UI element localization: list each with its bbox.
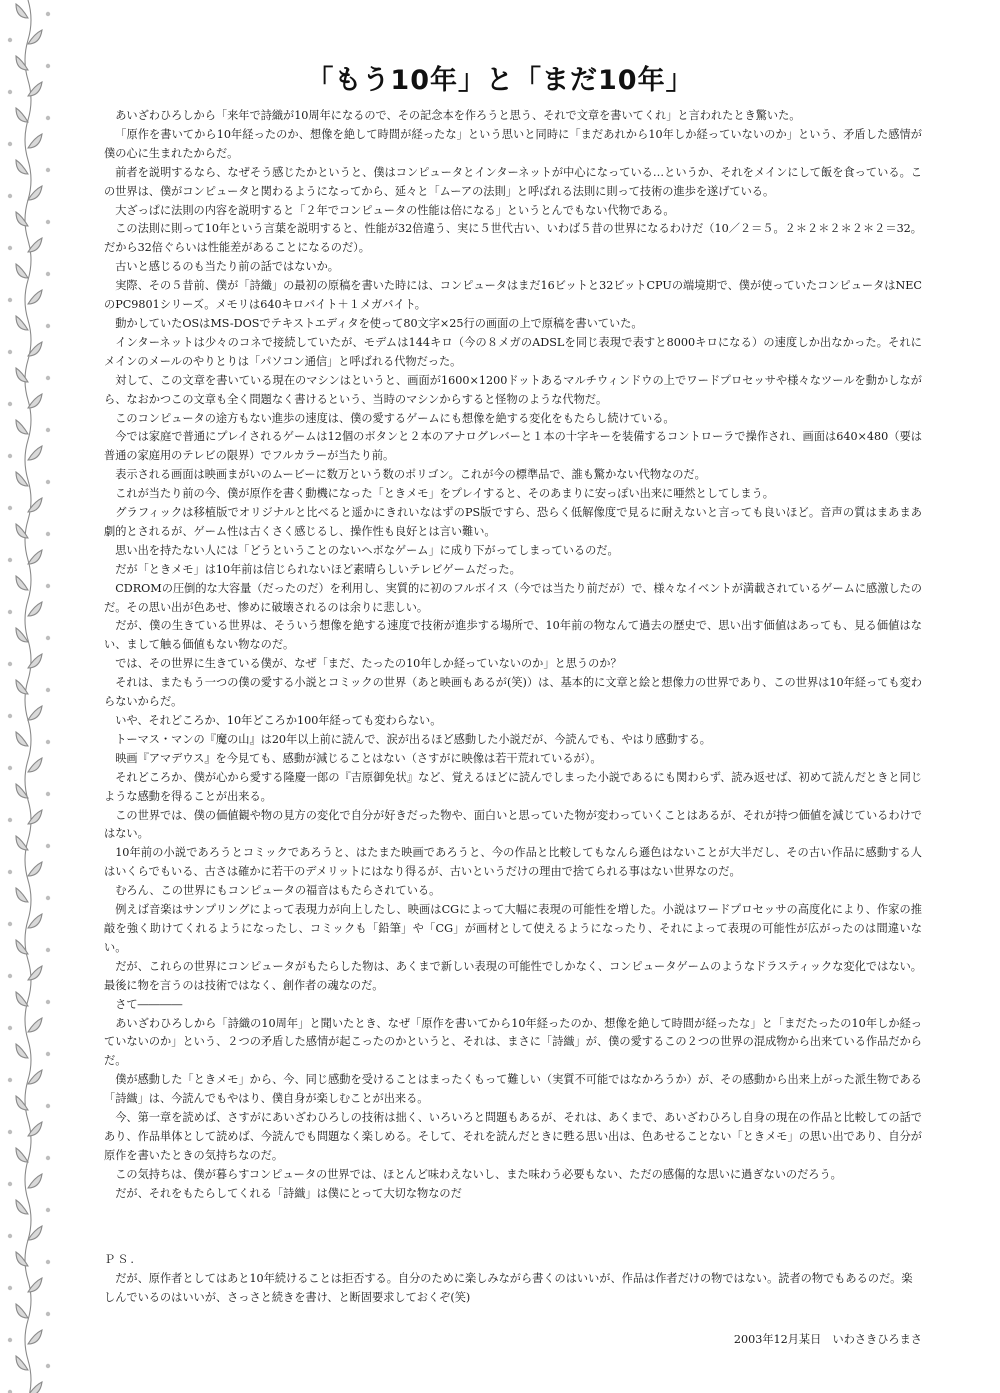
paragraph: 例えば音楽はサンプリングによって表現力が向上したし、映画はCGによって大幅に表現の可能性を増した。小説はワードプロセッサの高度化により、作家の推敲を強く助けてくれるようになったし、コミックも「鉛筆」や「CG」が画材として使えるようになったり、それによって表現の可能性が広がったのは間違いない。 [104, 903, 922, 954]
leaf-icon [16, 1148, 28, 1162]
berry-icon [46, 844, 50, 848]
paragraph: 対して、この文章を書いている現在のマシンはというと、画面が1600×1200ドットあるマルチウィンドウの上でワードプロセッサや様々なツールを動かしながら、なおかつこの文章も全く問題なく書けるという、当時のマシンからすると怪物のような代物だ。 [104, 373, 922, 406]
berry-icon [46, 896, 50, 900]
leaf-icon [28, 394, 42, 408]
leaf-icon [16, 108, 28, 122]
leaf-icon [28, 550, 42, 564]
berry-icon [46, 168, 50, 172]
paragraph: 大ざっぱに法則の内容を説明すると「２年でコンピュータの性能は倍になる」というとんでもない代物である。 [115, 203, 675, 217]
berry-icon [8, 922, 12, 926]
leaf-icon [16, 420, 28, 434]
leaf-icon [28, 706, 42, 720]
leaf-icon [28, 238, 42, 252]
berry-icon [8, 194, 12, 198]
leaf-icon [16, 1356, 28, 1370]
leaf-icon [28, 602, 42, 616]
leaf-icon [16, 1200, 28, 1214]
berry-icon [8, 1338, 12, 1342]
paragraph: それは、またもう一つの僕の愛する小説とコミックの世界（あと映画もあるが(笑)）は、基本的に文章と絵と想像力の世界であり、この世界は10年経っても変わらないからだ。 [104, 676, 922, 709]
berry-icon [46, 1000, 50, 1004]
paragraph: あいざわひろしから「詩織の10周年」と聞いたとき、なぜ「原作を書いてから10年経ったのか、想像を絶して時間が経ったな」と「まだたったの10年しか経っていないのか」という、２つの矛盾した感情が起こったのかというと、それは、まさに「詩織」が、僕の愛するこの２つの世界の混成物から出来ている作品だからだ。 [104, 1016, 922, 1068]
berry-icon [8, 454, 12, 458]
berry-icon [8, 1286, 12, 1290]
berry-icon [46, 480, 50, 484]
berry-icon [46, 376, 50, 380]
paragraph: 今では家庭で普通にプレイされるゲームは12個のボタンと２本のアナログレバーと１本の十字キーを装備するコントローラで操作され、画面は640×480（要は普通の家庭用のテレビの限界）でフルカラーが当たり前。 [104, 430, 922, 463]
leaf-icon [28, 1330, 42, 1344]
postscript [104, 1251, 922, 1308]
paragraph: だが、これらの世界にコンピュータがもたらした物は、あくまで新しい表現の可能性でしかなく、コンピュータゲームのようなドラスティックな変化ではない。最後に物を言うのは技術ではなく、創作者の魂なのだ。 [104, 959, 922, 992]
floral-border-ornament [0, 0, 62, 1393]
leaf-icon [28, 914, 42, 928]
berry-icon [46, 688, 50, 692]
berry-icon [46, 116, 50, 120]
berry-icon [8, 142, 12, 146]
berry-icon [8, 818, 12, 822]
essay-body [104, 107, 922, 1204]
berry-icon [8, 662, 12, 666]
leaf-icon [28, 1278, 42, 1292]
berry-icon [8, 610, 12, 614]
berry-icon [46, 1364, 50, 1368]
paragraph: CDROMの圧倒的な大容量（だったのだ）を利用し、実質的に初のフルボイス（今では当たり前だが）で、様々なイベントが満載されているゲームに感激したのだ。その思い出が色あせ、惨めに破壊されるのは余りに悲しい。 [104, 581, 922, 614]
date-signature: 2003年12月某日 いわさきひろまさ [733, 1333, 922, 1346]
berry-icon [46, 324, 50, 328]
berry-icon [46, 792, 50, 796]
paragraph: むろん、この世界にもコンピュータの福音はもたらされている。 [115, 884, 441, 898]
paragraph: このコンピュータの途方もない進歩の速度は、僕の愛するゲームにも想像を絶する変化をもたらし続けている。 [115, 411, 675, 425]
berry-icon [8, 558, 12, 562]
berry-icon [46, 948, 50, 952]
paragraph: いや、それどころか、10年どころか100年経っても変わらない。 [115, 714, 442, 727]
leaf-icon [16, 316, 28, 330]
berry-icon [8, 1078, 12, 1082]
leaf-icon [28, 654, 42, 668]
berry-icon [8, 1026, 12, 1030]
paragraph: 「原作を書いてから10年経ったのか、想像を絶して時間が経ったな」という思いと同時に「まだあれから10年しか経っていないのか」という、矛盾した感情が僕の心に生まれたからだ。 [104, 127, 922, 160]
berry-icon [8, 974, 12, 978]
paragraph: それどころか、僕が心から愛する隆慶一郎の『吉原御免状』など、覚えるほどに読んでしまった小説であるにも関わらず、読み返せば、初めて読んだときと同じような感動を得ることが出来る。 [104, 770, 922, 803]
leaf-icon [16, 1304, 28, 1318]
paragraph: 映画『アマデウス』を今見ても、感動が減じることはない（さすがに映像は若干荒れているが）。 [115, 751, 602, 765]
leaf-icon [28, 758, 42, 772]
berry-icon [46, 428, 50, 432]
paragraph: 古いと感じるのも当たり前の話ではないか。 [115, 260, 339, 274]
leaf-icon [16, 4, 28, 18]
leaf-icon [28, 862, 42, 876]
berry-icon [8, 1182, 12, 1186]
berry-icon [8, 506, 12, 510]
berry-icon [46, 1156, 50, 1160]
berry-icon [8, 870, 12, 874]
paragraph: 今、第一章を読めば、さすがにあいざわひろしの技術は拙く、いろいろと問題もあるが、それは、あくまで、あいざわひろし自身の現在の作品と比較しての話であり、作品単体として読めば、今読んでも問題なく楽しめる。そして、それを読んだときに甦る思い出は、色あせることない「ときメモ」の思い出であり、自分が原作を書いたときの気持ちなのだ。 [104, 1111, 922, 1162]
leaf-icon [28, 290, 42, 304]
leaf-icon [16, 940, 28, 954]
leaf-icon [28, 1174, 42, 1188]
berry-icon [8, 38, 12, 42]
berry-icon [46, 532, 50, 536]
paragraph: グラフィックは移植版でオリジナルと比べると遥かにきれいなはずのPS版ですら、恐らく低解像度で見るに耐えないと言っても良いほど。音声の質はまあまあ劇的とされるが、ゲーム性は古くさく感じるし、操作性も良好とは言い難い。 [104, 506, 922, 538]
paragraph: さて―――― [115, 997, 183, 1011]
leaf-icon [28, 134, 42, 148]
leaf-icon [16, 160, 28, 174]
leaf-icon [16, 264, 28, 278]
leaf-icon [16, 1044, 28, 1058]
berry-icon [8, 402, 12, 406]
berry-icon [46, 220, 50, 224]
berry-icon [8, 1234, 12, 1238]
paragraph: だが、それをもたらしてくれる「詩織」は僕にとって大切な物なのだ [115, 1186, 462, 1200]
paragraph: だが「ときメモ」は10年前は信じられないほど素晴らしいテレビゲームだった。 [115, 562, 521, 576]
paragraph: では、その世界に生きている僕が、なぜ「まだ、たったの10年しか経っていないのか」と思うのか？ [115, 657, 622, 671]
paragraph: この気持ちは、僕が暮らすコンピュータの世界では、ほとんど味わえないし、また味わう必要もない、ただの感傷的な思いに過ぎないのだろう。 [115, 1167, 842, 1181]
berry-icon [46, 636, 50, 640]
leaf-icon [16, 1096, 28, 1110]
ps-text: だが、原作者としてはあと10年続けることは拒否する。自分のために楽しみながら書くのはいいが、作品は作者だけの物ではない。読者の物でもあるのだ。楽しんでいるのはいいが、さっさと続きを書け、と断固要求しておくぞ(笑) [104, 1271, 913, 1304]
paragraph: これが当たり前の今、僕が原作を書く動機になった「ときメモ」をプレイすると、そのあまりに安っぽい出来に唖然としてしまう。 [115, 487, 774, 501]
paragraph: 僕が感動した「ときメモ」から、今、同じ感動を受けることはまったくもって難しい（実質不可能ではなかろうか）が、その感動から出来上がった派生物である「詩織」は、今読んでもやはり、僕自身が楽しむことが出来る。 [104, 1073, 922, 1106]
berry-icon [8, 766, 12, 770]
page-title: 「もう10年」と「まだ10年」 [306, 65, 694, 96]
leaf-icon [16, 888, 28, 902]
paragraph: 10年前の小説であろうとコミックであろうと、はたまた映画であろうと、今の作品と比較してもなんら遜色はないことが大半だし、その古い作品に感動する人はいくらでもいる、古さは確かに若干のデメリットにはなり得るが、古いというだけの理由で捨てられる事はない世界なのだ。 [104, 846, 922, 879]
leaf-icon [16, 836, 28, 850]
berry-icon [46, 1208, 50, 1212]
paragraph: 前者を説明するなら、なぜそう感じたかというと、僕はコンピュータとインターネットが中心になっている…というか、それをメインにして飯を食っている。この世界は、僕がコンピュータと関わるようになってから、延々と「ムーアの法則」と呼ばれる法則に則って技術の進歩を遂げている。 [104, 165, 922, 198]
leaf-icon [28, 1018, 42, 1032]
paragraph: 思い出を持たない人には「どうということのないヘボなゲーム」に成り下がってしまっているのだ。 [115, 543, 619, 557]
berry-icon [46, 12, 50, 16]
berry-icon [46, 1312, 50, 1316]
paragraph: 実際、その５昔前、僕が「詩織」の最初の原稿を書いた時には、コンピュータはまだ16ビットと32ビットCPUの端境期で、僕が使っていたコンピュータはNECのPC9801シリーズ。メモリは640キロバイト＋１メガバイト。 [104, 279, 922, 312]
paragraph: だが、僕の生きている世界は、そういう想像を絶する速度で技術が進歩する場所で、10年前の物なんて過去の歴史で、思い出す価値はあっても、見る価値はない、まして触る価値もない物なのだ。 [104, 619, 922, 652]
berry-icon [46, 1052, 50, 1056]
paragraph: トーマス・マンの『魔の山』は20年以上前に読んで、涙が出るほど感動した小説だが、今読んでも、やはり感動する。 [115, 732, 711, 746]
berry-icon [46, 740, 50, 744]
berry-icon [8, 246, 12, 250]
leaf-icon [28, 446, 42, 460]
berry-icon [8, 350, 12, 354]
leaf-icon [28, 498, 42, 512]
berry-icon [46, 1104, 50, 1108]
ps-label: ＰＳ. [104, 1253, 136, 1266]
berry-icon [8, 298, 12, 302]
leaf-icon [16, 212, 28, 226]
paragraph: 動かしていたOSはMS-DOSでテキストエディタを使って80文字×25行の画面の上で原稿を書いていた。 [115, 316, 643, 330]
berry-icon [46, 584, 50, 588]
paragraph: インターネットは少々のコネで接続していたが、モデムは144キロ（今の８メガのADSLを同じ表現で表すと8000キロになる）の速度しか出なかった。それにメインのメールのやりとりは「パソコン通信」と呼ばれる代物だった。 [104, 335, 922, 368]
berry-icon [46, 1260, 50, 1264]
berry-icon [8, 1130, 12, 1134]
paragraph: この法則に則って10年という言葉を説明すると、性能が32倍違う、実に５世代古い、いわば５昔の世界になるわけだ（10／２＝５。２＊２＊２＊２＊２＝32。だから32倍ぐらいは性能差があることになるのだ）。 [104, 222, 922, 255]
paragraph: あいざわひろしから「来年で詩織が10周年になるので、その記念本を作ろうと思う、それで文章を書いてくれ」と言われたとき驚いた。 [115, 109, 801, 122]
leaf-icon [16, 992, 28, 1006]
leaf-icon [16, 732, 28, 746]
berry-icon [46, 272, 50, 276]
paragraph: 表示される画面は映画まがいのムービーに数万という数のポリゴン。これが今の標準品で、誰も驚かない代物なのだ。 [115, 468, 706, 482]
leaf-icon [16, 576, 28, 590]
berry-icon [8, 714, 12, 718]
leaf-icon [16, 1252, 28, 1266]
paragraph: この世界では、僕の価値観や物の見方の変化で自分が好きだった物や、面白いと思っていた物が変わっていくことはあるが、それが持つ価値を減じているわけではない。 [104, 808, 922, 841]
